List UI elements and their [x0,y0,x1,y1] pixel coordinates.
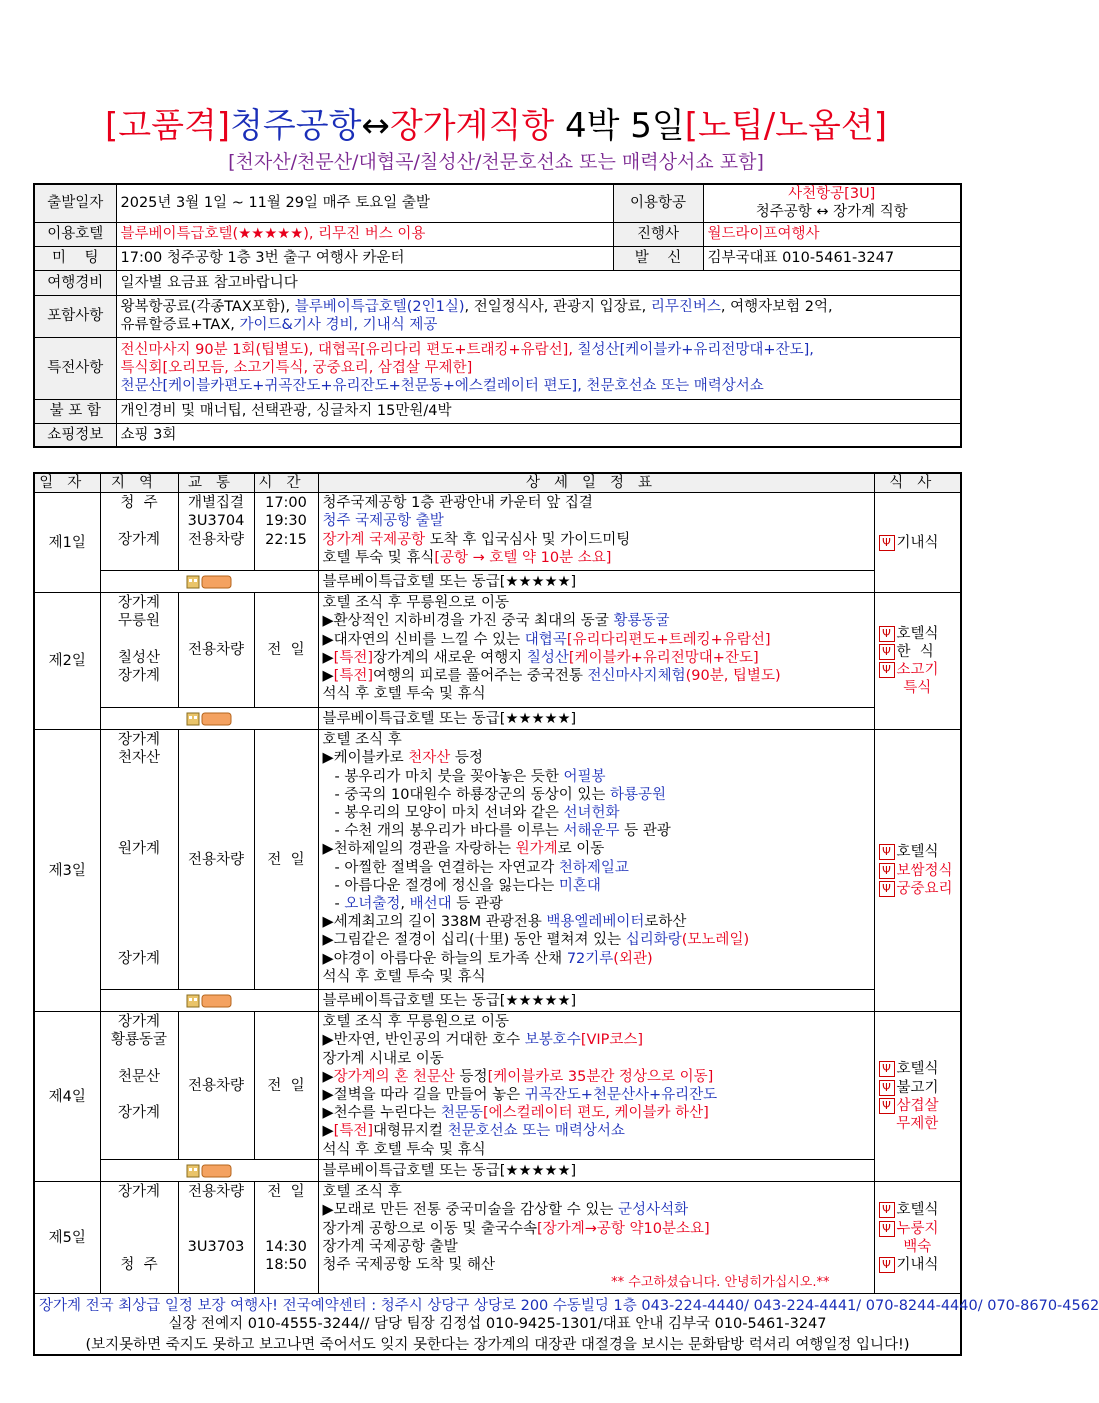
head-detail: 상세일정표 [318,473,874,493]
day3-meal-3: 궁중요리 [896,880,953,897]
meal-icon: Ψ [879,844,895,860]
airline-value [703,184,961,222]
day2-line: 석식 후 호텔 투숙 및 휴식 [322,686,486,703]
day4-line: ▶ [322,1068,334,1085]
day2-line: 호텔 조식 후 무릉원으로 이동 [322,595,510,612]
day3-line: 선녀헌화 [563,805,620,822]
day3-meal-2: 보쌈정식 [896,862,953,879]
meal-icon: Ψ [879,1080,895,1096]
day2-hotel: 블루베이특급호텔 또는 동급[★★★★★] [318,708,874,730]
incl-label: 포함사항 [34,295,116,337]
day5-line: 장가계 국제공항 출발 [322,1238,458,1255]
incl-airfare: 왕복항공료(각종TAX포함), [120,299,295,315]
day2-line: [케이블카+유리전망대+잔도] [568,649,759,666]
day2-line: [특전] [333,668,373,685]
day1-line: 장가계 국제공항 [322,531,426,548]
depart-value: 2025년 3월 1일 ~ 11월 29일 매주 토요일 출발 [116,184,613,222]
day3-line: 천자산 [408,750,451,767]
day4-line: 천문호선쇼 또는 매력상서쇼 [447,1123,625,1140]
hotel-icon [186,1163,232,1179]
day3-line: - [334,896,345,913]
day1-line: 도착 후 입국심사 및 가이드미팅 [425,531,631,548]
day4-line: ▶ [322,1123,334,1140]
cost-label: 여행경비 [34,270,116,295]
airline-label: 이용항공 [613,184,703,222]
day3-line: 석식 후 호텔 투숙 및 휴식 [322,968,486,985]
title-destination: 장가계직항 [389,106,555,146]
title-origin: 청주공항 [230,106,362,146]
day4-detail [318,1012,874,1160]
meal-icon: Ψ [879,1257,895,1273]
page-subtitle: [천자산/천문산/대협곡/칠성산/천문호선쇼 또는 매력상서쇼 포함] [228,151,764,173]
incl-bus: 리무진버스 [650,299,721,315]
title-duration: 4박 5일 [554,106,685,146]
day3-hotel-icon-cell [100,990,318,1012]
hotel-icon [186,993,232,1009]
footer-staff: 실장 전예지 010-4555-3244// 담당 팀장 김정섭 010-9425-1301/대표 안내 김부국 010-5461-3247 [168,1316,827,1333]
shop-label: 쇼핑정보 [34,423,116,447]
day2-label: 제2일 [34,593,100,730]
day1-time [254,493,318,571]
head-meal: 식사 [874,473,961,493]
day1-region [100,493,178,571]
day3-line: , [400,896,410,913]
day4-meal-4: 무제한 [896,1115,939,1132]
agency-label: 진행사 [613,222,703,246]
incl-insurance: , 여행자보험 2억, [720,299,833,315]
day1-detail [318,493,874,571]
meal-icon: Ψ [879,535,895,551]
day1-label: 제1일 [34,493,100,593]
day1-region-cheongju: 청 주 [120,495,158,512]
day3-hotel: 블루베이특급호텔 또는 동급[★★★★★] [318,990,874,1012]
day5-region-2: 청 주 [120,1257,158,1274]
day5-meal-4: 기내식 [896,1256,939,1273]
day4-transport: 전용차량 [178,1012,254,1160]
day5-line: 군성사석화 [618,1202,689,1219]
day2-line: ▶ [322,668,334,685]
day3-time: 전 일 [254,730,318,990]
day3-label: 제3일 [34,730,100,1012]
day3-region-4: 장가계 [117,950,161,967]
meal-icon: Ψ [879,662,895,678]
day4-line: 석식 후 호텔 투숙 및 휴식 [322,1141,486,1158]
day5-line: ▶모래로 만든 전통 중국미술을 감상할 수 있는 [322,1202,619,1219]
day1-trans-bus: 전용차량 [187,531,245,548]
day3-line: - 수천 개의 봉우리가 바다를 이루는 [334,823,564,840]
day5-time [254,1182,318,1294]
head-time: 시간 [254,473,318,493]
day5-line: [장가계→공항 약10분소요] [537,1220,710,1237]
day4-line: 장가계의 혼 천문산 [333,1068,455,1085]
day3-region-3: 원가계 [117,841,161,858]
special-chilseong: 칠성산[케이블카+유리전망대+잔도], [577,342,814,358]
day4-line: 등정 [454,1068,488,1085]
day3-line: 로하산 [644,914,687,931]
day3-line: 원가계 [515,841,558,858]
agency-value: 월드라이프여행사 [703,222,961,246]
day4-meal-3: 삼겹살 [896,1097,939,1114]
airline-name: 사천항공[3U] [788,186,876,203]
day5-region [100,1182,178,1294]
day2-time: 전 일 [254,593,318,708]
day3-line: - 봉우리가 마치 붓을 꽂아놓은 듯한 [334,768,564,785]
day2-meal-3: 소고기 [896,662,939,679]
title-notip: [노팁/노옵션] [684,106,887,146]
day2-line: 장가계의 새로운 여행지 [372,649,527,666]
head-transport: 교통 [178,473,254,493]
hotel-label: 이용호텔 [34,222,116,246]
day4-line: 천문동 [440,1105,483,1122]
day5-detail [318,1182,874,1294]
day1-time-1: 17:00 [265,495,307,512]
day3-line: 등정 [450,750,483,767]
day4-line: 호텔 조식 후 무릉원으로 이동 [322,1014,510,1031]
day2-line: 여행의 피로를 풀어주는 중국전통 [372,668,588,685]
day2-line: 전신마사지체험 [587,668,686,685]
page-title [0,104,992,148]
day5-time-3: 18:50 [265,1257,307,1274]
cost-value: 일자별 요금표 참고바랍니다 [116,270,961,295]
incl-fuel: 유류할증료+TAX, [120,317,240,333]
day3-line: ▶천하제일의 경관을 자랑하는 [322,841,516,858]
day1-line: 청주 국제공항 출발 [322,513,444,530]
excl-value: 개인경비 및 매너팁, 선택관광, 싱글차지 15만원/4박 [116,399,961,423]
day3-line: - 봉우리의 모양이 마치 선녀와 같은 [334,805,564,822]
special-tianmen: 천문산[케이블카편도+귀곡잔도+유리잔도+천문동+에스컬레이터 편도], 천문호선쇼 또는 매력상서쇼 [120,378,764,394]
day2-line: 황룡동굴 [613,613,670,630]
day5-meals [874,1182,961,1294]
day4-meals [874,1012,961,1182]
day2-meal-4: 특식 [903,680,932,697]
day3-line: 등 관광 [451,896,503,913]
sender-label: 발 신 [613,246,703,270]
day5-meal-3: 백숙 [903,1238,932,1255]
day1-hotel-icon-cell [100,571,318,593]
meeting-label: 미 팅 [34,246,116,270]
day1-transport [178,493,254,571]
day2-line: 칠성산 [526,649,569,666]
special-label: 특전사항 [34,337,116,399]
head-region: 지역 [100,473,178,493]
day5-meal-2: 누룽지 [896,1220,939,1237]
day5-line: 청주 국제공항 도착 및 해산 [322,1257,496,1274]
day2-detail [318,593,874,708]
day1-region-zhangjiajie: 장가계 [117,531,161,548]
day2-region-1: 장가계 [117,595,161,612]
day2-hotel-icon-cell [100,708,318,730]
meal-icon: Ψ [879,1221,895,1237]
day3-line: 천하제일교 [558,859,629,876]
day2-line: ▶환상적인 지하비경을 가진 중국 최대의 동굴 [322,613,614,630]
day5-line: 호텔 조식 후 [322,1184,402,1201]
excl-label: 불 포 함 [34,399,116,423]
day5-meal-1: 호텔식 [896,1202,939,1219]
day4-line: ▶절벽을 따라 길을 만들어 놓은 [322,1087,525,1104]
day5-region-1: 장가계 [117,1184,161,1201]
special-meals: 특식회[오리모듬, 소고기특식, 궁중요리, 삼겹살 무제한] [120,360,473,376]
day4-line: [VIP코스] [580,1032,644,1049]
title-grade: [고품격] [105,106,231,146]
day1-time-3: 22:15 [265,531,307,548]
day3-line: 배선대 [409,896,452,913]
day1-meals [874,493,961,593]
day4-region-4: 장가계 [117,1105,161,1122]
meeting-value: 17:00 청주공항 1층 3번 출구 여행사 카운터 [116,246,613,270]
day5-transport [178,1182,254,1294]
day2-meal-2: 한 식 [896,644,934,660]
day4-meal-2: 불고기 [896,1079,939,1096]
day2-transport: 전용차량 [178,593,254,708]
day2-meals [874,593,961,730]
title-arrow: ↔ [361,106,390,146]
day5-label: 제5일 [34,1182,100,1294]
day4-line: ▶천수를 누린다는 [322,1105,441,1122]
head-day: 일자 [34,473,100,493]
day4-line: ▶반자연, 반인공의 거대한 호수 [322,1032,525,1049]
footer-contact: 장가계 전국 최상급 일정 보장 여행사! 전국예약센터 : 청주시 상당구 상당로 200 수동빌딩 1층 043-224-4440/ 043-224-4441/ 070-8244-4440/ 070-8670-4562 [39,1298,1099,1315]
incl-hotel: 블루베이특급호텔(2인1실) [294,299,465,315]
day4-label: 제4일 [34,1012,100,1182]
incl-value [116,295,961,337]
hotel-icon [186,574,232,590]
special-value [116,337,961,399]
day3-line: ▶세계최고의 길이 338M 관광전용 [322,914,547,931]
day2-meal-1: 호텔식 [896,625,939,642]
day3-line: 어필봉 [563,768,606,785]
day3-line: ▶케이블카로 [322,750,409,767]
day4-line: 보봉호수 [524,1032,581,1049]
day2-region-3: 칠성산 [117,649,161,666]
day3-line: 서해운무 [563,823,620,840]
day3-line: 호텔 조식 후 [322,732,402,749]
day4-line: 귀곡잔도+천문산사+유리잔도 [524,1087,718,1104]
incl-meals: , 전일정식사, 관광지 입장료, [464,299,651,315]
day2-line: (90분, 팁별도) [685,668,781,685]
day1-meal-inflight: 기내식 [896,534,939,551]
special-massage: 전신마사지 90분 1회(팁별도), 대협곡[유리다리 편도+트래킹+유람선], [120,342,578,358]
day3-line: - 중국의 10대원수 하룡장군의 동상이 있는 [334,786,610,803]
depart-label: 출발일자 [34,184,116,222]
day3-line: ▶야경이 아름다운 하늘의 토가족 산채 [322,950,567,967]
day2-line: [유리다리편도+트레킹+유람선] [566,631,771,648]
day3-line: (모노레일) [681,932,750,949]
day3-detail [318,730,874,990]
day1-trans-gather: 개별집결 [187,495,245,512]
meal-icon: Ψ [879,1061,895,1077]
day4-region-2: 황룡동굴 [110,1032,168,1049]
day4-line: 장가계 시내로 이동 [322,1050,444,1067]
day4-meal-1: 호텔식 [896,1061,939,1078]
day2-region [100,593,178,708]
day3-line: 로 이동 [557,841,605,858]
day3-transport: 전용차량 [178,730,254,990]
day1-line: 호텔 투숙 및 휴식 [322,549,435,566]
day2-line: ▶ [322,649,334,666]
day1-line: [공항 → 호텔 약 10분 소요] [434,549,612,566]
day3-meals [874,730,961,1012]
footer [34,1294,1099,1355]
day3-line: - 아찔한 절벽을 연결하는 자연교각 [334,859,559,876]
day1-time-2: 19:30 [265,513,307,530]
day1-trans-flight: 3U3704 [187,513,245,530]
day4-region-1: 장가계 [117,1014,161,1031]
shop-value: 쇼핑 3회 [116,423,961,447]
footer-slogan: (보지못하면 죽지도 못하고 보고나면 죽어서도 잊지 못한다는 장가계의 대장관 대절경을 보시는 문화탐방 럭셔리 여행일정 입니다!) [85,1336,910,1353]
day3-line: - 아름다운 절경에 정신을 잃는다는 [334,877,559,894]
airline-route: 청주공항 ↔ 장가계 직항 [755,204,908,221]
day2-line: [특전] [333,649,373,666]
hotel-icon [186,711,232,727]
day3-line: 72기루 [566,950,614,967]
meal-icon: Ψ [879,1202,895,1218]
day3-meal-1: 호텔식 [896,844,939,861]
day4-line: 대형뮤지컬 [372,1123,448,1140]
incl-guide: 가이드&기사 경비, 기내식 제공 [239,317,438,333]
day3-line: 백용엘레베이터 [546,914,645,931]
day1-line: 청주국제공항 1층 관광안내 카운터 앞 집결 [322,495,593,512]
schedule-table [33,472,1099,1356]
day3-line: ▶그림같은 절경이 십리(十里) 동안 펼쳐져 있는 [322,932,626,949]
meal-icon: Ψ [879,881,895,897]
day4-line: [에스컬레이터 편도, 케이블카 하산] [482,1105,709,1122]
day4-region [100,1012,178,1160]
day3-line: 등 관광 [619,823,671,840]
day5-line: 장가계 공항으로 이동 및 출국수속 [322,1220,538,1237]
info-table [33,183,962,448]
sender-value: 김부국대표 010-5461-3247 [703,246,961,270]
day5-farewell: ** 수고하셨습니다. 안녕히가십시오.** [611,1275,830,1291]
day4-hotel: 블루베이특급호텔 또는 동급[★★★★★] [318,1160,874,1182]
day4-time: 전 일 [254,1012,318,1160]
day3-line: 미혼대 [558,877,601,894]
day2-line: ▶대자연의 신비를 느낄 수 있는 [322,631,525,648]
meal-icon: Ψ [879,644,895,660]
day2-line: 대협곡 [524,631,567,648]
day5-time-1: 전 일 [267,1184,305,1201]
meal-icon: Ψ [879,626,895,642]
day4-line: [케이블카로 35분간 정상으로 이동] [487,1068,714,1085]
day3-line: 오녀출정 [344,896,401,913]
day5-trans-2: 3U3703 [187,1238,245,1255]
day3-region-1: 장가계 [117,732,161,749]
day3-region [100,730,178,990]
day2-region-4: 장가계 [117,668,161,685]
day4-hotel-icon-cell [100,1160,318,1182]
day4-region-3: 천문산 [117,1068,161,1085]
day1-hotel: 블루베이특급호텔 또는 동급[★★★★★] [318,571,874,593]
day5-time-2: 14:30 [265,1238,307,1255]
day3-region-2: 천자산 [117,750,161,767]
day5-trans-1: 전용차량 [187,1184,245,1201]
hotel-value: 블루베이특급호텔(★★★★★), 리무진 버스 이용 [116,222,613,246]
meal-icon: Ψ [879,1098,895,1114]
day3-line: (외관) [613,950,653,967]
day3-line: 하룡공원 [609,786,666,803]
day4-line: [특전] [333,1123,373,1140]
day2-region-2: 무릉원 [117,613,161,630]
meal-icon: Ψ [879,863,895,879]
day3-line: 십리화랑 [625,932,682,949]
